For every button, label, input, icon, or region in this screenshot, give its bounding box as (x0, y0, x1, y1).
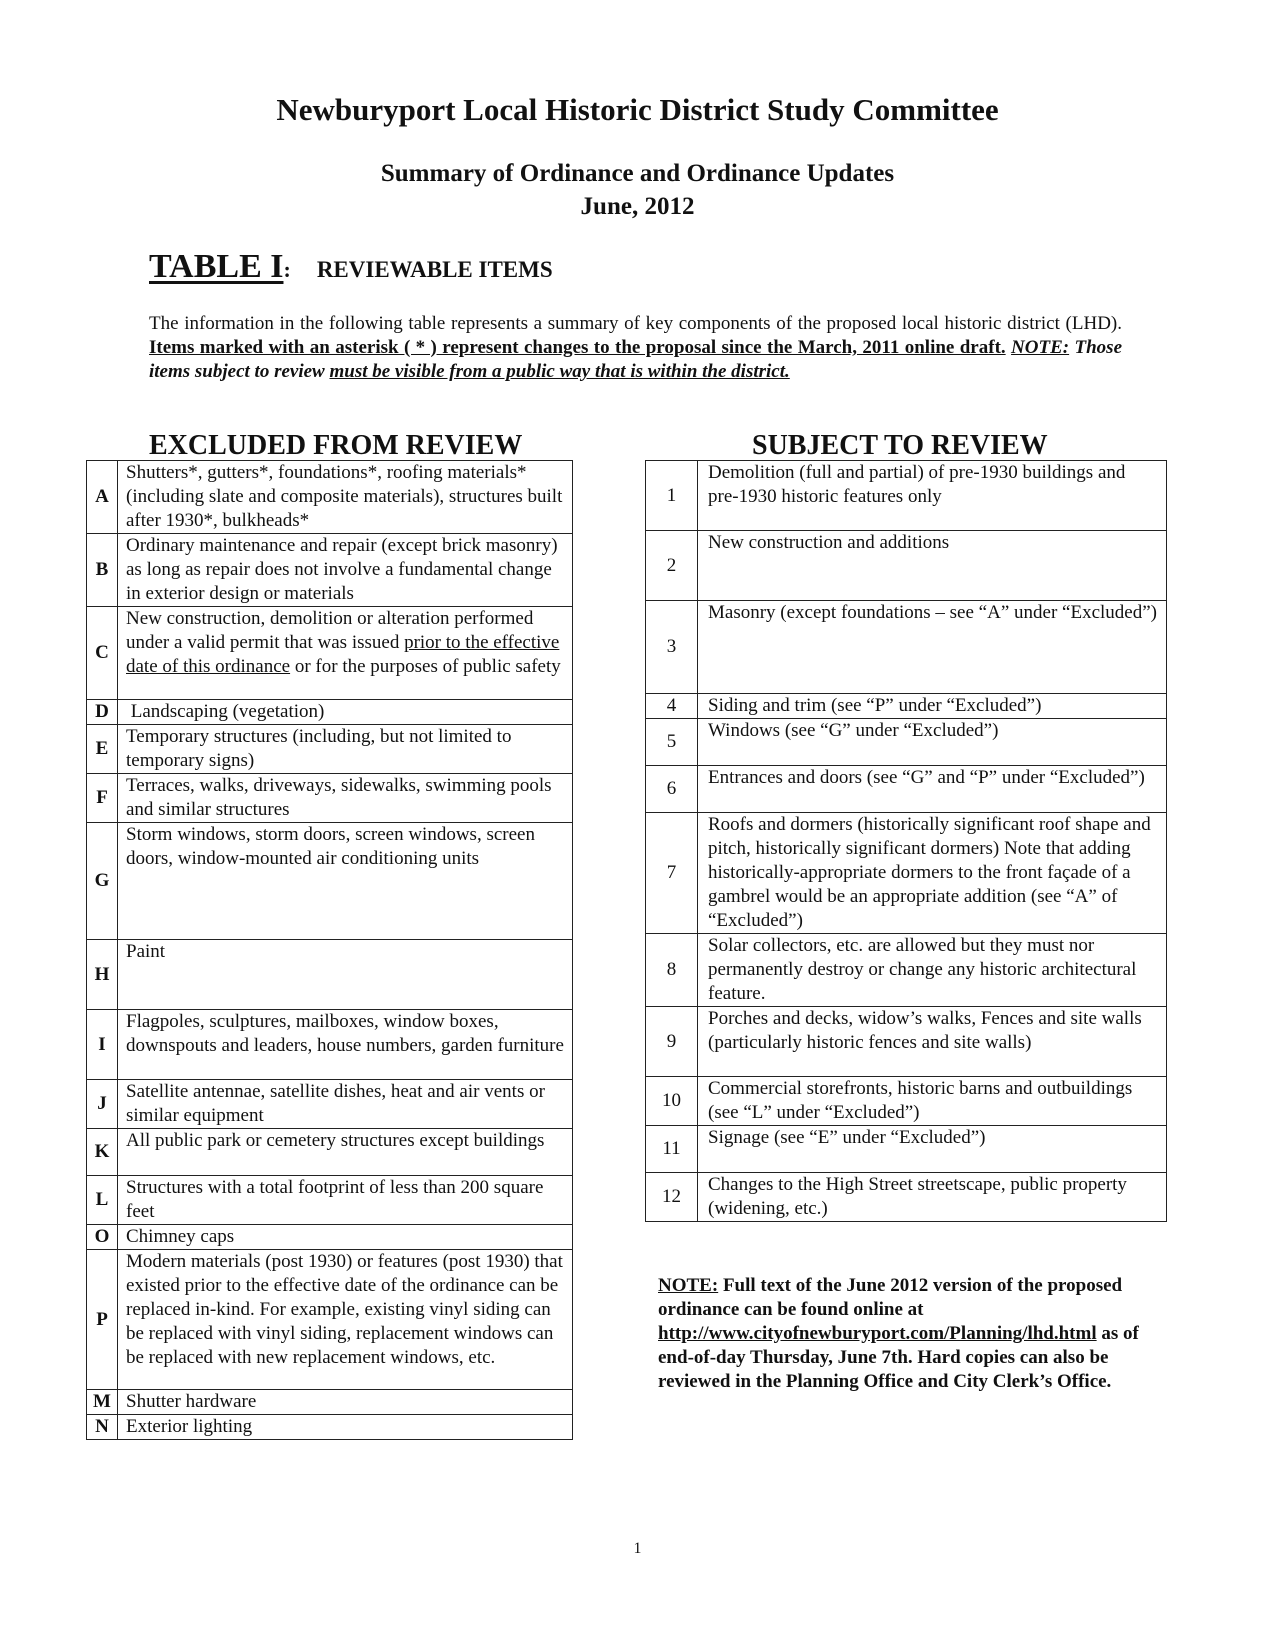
table-row (87, 461, 573, 534)
row-text: Siding and trim (see “P” under “Excluded”) (698, 694, 1167, 719)
table-row (646, 694, 1167, 719)
row-key: 6 (646, 766, 698, 813)
row-key: P (87, 1250, 118, 1390)
row-text-part: New construction, demolition or alteration performed under a valid permit that was issued (126, 608, 534, 653)
row-text: All public park or cemetery structures except buildings (118, 1129, 573, 1176)
row-text: Satellite antennae, satellite dishes, heat and air vents or similar equipment (118, 1080, 573, 1129)
row-text: Landscaping (vegetation) (118, 700, 573, 725)
intro-asterisk-note: Items marked with an asterisk ( * ) represent changes to the proposal since the March, 2011 online draft. (149, 337, 1006, 358)
table-row (87, 774, 573, 823)
table-row (646, 813, 1167, 934)
row-text-part: or for the purposes of public safety (290, 656, 561, 677)
table-row (646, 719, 1167, 766)
row-key: I (87, 1010, 118, 1080)
table-row (646, 766, 1167, 813)
table-row (87, 725, 573, 774)
row-text: Shutters*, gutters*, foundations*, roofing materials* (including slate and composite materials), structures built after 1930*, bulkheads* (118, 461, 573, 534)
page-number: 1 (633, 1540, 642, 1557)
row-text: Commercial storefronts, historic barns and outbuildings (see “L” under “Excluded”) (698, 1077, 1167, 1126)
table-row (646, 1173, 1167, 1222)
row-text: Paint (118, 940, 573, 1010)
table-row (87, 534, 573, 607)
note-block (658, 1274, 1158, 1394)
table-row (87, 823, 573, 940)
row-key: O (87, 1225, 118, 1250)
intro-note-underlined: must be visible from a public way that is within the district. (329, 361, 790, 382)
table-row (646, 934, 1167, 1007)
row-key: 4 (646, 694, 698, 719)
table-heading (149, 248, 553, 286)
row-text: Solar collectors, etc. are allowed but they must nor permanently destroy or change any historic architectural feature. (698, 934, 1167, 1007)
page-title: Newburyport Local Historic District Study Committee (276, 92, 999, 127)
row-text: Roofs and dormers (historically significant roof shape and pitch, historically significant dormers) Note that adding historically-appropriate dormers to the front façade of a gambrel would be an appropriate addition (see “A” of “Excluded”) (698, 813, 1167, 934)
note-link[interactable]: http://www.cityofnewburyport.com/Planning/lhd.html (658, 1323, 1097, 1344)
row-key: E (87, 725, 118, 774)
row-key: M (87, 1390, 118, 1415)
row-text: Entrances and doors (see “G” and “P” under “Excluded”) (698, 766, 1167, 813)
table-row (646, 1077, 1167, 1126)
row-key: 8 (646, 934, 698, 1007)
row-key: A (87, 461, 118, 534)
document-date: June, 2012 (580, 193, 695, 220)
table-row (646, 461, 1167, 531)
row-text: Signage (see “E” under “Excluded”) (698, 1126, 1167, 1173)
row-text: Porches and decks, widow’s walks, Fences and site walls (particularly historic fences and site walls) (698, 1007, 1167, 1077)
excluded-table (86, 460, 573, 1440)
row-text: Ordinary maintenance and repair (except brick masonry) as long as repair does not involve a fundamental change in exterior design or materials (118, 534, 573, 607)
row-key: D (87, 700, 118, 725)
table-row (87, 1080, 573, 1129)
row-text: Storm windows, storm doors, screen windows, screen doors, window-mounted air conditioning units (118, 823, 573, 940)
row-key: H (87, 940, 118, 1010)
row-text: Flagpoles, sculptures, mailboxes, window boxes, downspouts and leaders, house numbers, garden furniture (118, 1010, 573, 1080)
row-key: L (87, 1176, 118, 1225)
row-text: Exterior lighting (118, 1415, 573, 1440)
row-key: N (87, 1415, 118, 1440)
row-key: K (87, 1129, 118, 1176)
row-text: Structures with a total footprint of less than 200 square feet (118, 1176, 573, 1225)
row-key: 7 (646, 813, 698, 934)
row-text: New construction and additions (698, 531, 1167, 601)
row-text: Modern materials (post 1930) or features (post 1930) that existed prior to the effective date of the ordinance can be replaced in-kind. For example, existing vinyl siding can be replaced with vinyl siding, replacement windows can be replaced with new replacement windows, etc. (118, 1250, 573, 1390)
row-text-underlined: prior to the effective date of this ordinance (126, 632, 560, 677)
row-key: 11 (646, 1126, 698, 1173)
excluded-heading: EXCLUDED FROM REVIEW (149, 430, 523, 461)
row-key: 2 (646, 531, 698, 601)
row-key: F (87, 774, 118, 823)
row-text: Chimney caps (118, 1225, 573, 1250)
table-row (87, 1010, 573, 1080)
table-row (87, 607, 573, 700)
row-key: J (87, 1080, 118, 1129)
row-text: Shutter hardware (118, 1390, 573, 1415)
row-key: G (87, 823, 118, 940)
table-row (87, 700, 573, 725)
table-row (87, 1129, 573, 1176)
table-row (87, 1225, 573, 1250)
intro-note-text: Those items subject to review (149, 337, 1122, 382)
row-key: 12 (646, 1173, 698, 1222)
intro-paragraph (149, 312, 1122, 384)
table-row (87, 1176, 573, 1225)
row-key: 1 (646, 461, 698, 531)
table-row (87, 1250, 573, 1390)
review-heading: SUBJECT TO REVIEW (752, 430, 1048, 461)
row-key: C (87, 607, 118, 700)
row-text: Terraces, walks, driveways, sidewalks, swimming pools and similar structures (118, 774, 573, 823)
intro-note-label: NOTE: (1011, 337, 1070, 358)
table-row (87, 940, 573, 1010)
note-text-after: as of end-of-day Thursday, June 7th. Hard copies can also be reviewed in the Planning Office and City Clerk’s Office. (658, 1323, 1139, 1392)
intro-text: The information in the following table represents a summary of key components of the proposed local historic district (LHD). (149, 313, 1122, 334)
row-key: 5 (646, 719, 698, 766)
row-text (118, 607, 573, 700)
table-label: TABLE I (149, 248, 284, 285)
table-label-colon: : (283, 257, 291, 282)
row-key: 9 (646, 1007, 698, 1077)
row-key: B (87, 534, 118, 607)
note-text: Full text of the June 2012 version of the proposed ordinance can be found online at (658, 1275, 1123, 1320)
row-text: Windows (see “G” under “Excluded”) (698, 719, 1167, 766)
table-row (87, 1415, 573, 1440)
row-key: 3 (646, 601, 698, 694)
table-row (646, 601, 1167, 694)
table-row (87, 1390, 573, 1415)
row-text: Temporary structures (including, but not limited to temporary signs) (118, 725, 573, 774)
row-text: Changes to the High Street streetscape, public property (widening, etc.) (698, 1173, 1167, 1222)
review-table (645, 460, 1167, 1222)
row-key: 10 (646, 1077, 698, 1126)
row-text: Masonry (except foundations – see “A” under “Excluded”) (698, 601, 1167, 694)
table-name: REVIEWABLE ITEMS (316, 257, 553, 282)
table-row (646, 1007, 1167, 1077)
document-subtitle: Summary of Ordinance and Ordinance Updates (380, 160, 895, 187)
row-text: Demolition (full and partial) of pre-1930 buildings and pre-1930 historic features only (698, 461, 1167, 531)
table-row (646, 1126, 1167, 1173)
note-label: NOTE: (658, 1275, 719, 1296)
table-row (646, 531, 1167, 601)
